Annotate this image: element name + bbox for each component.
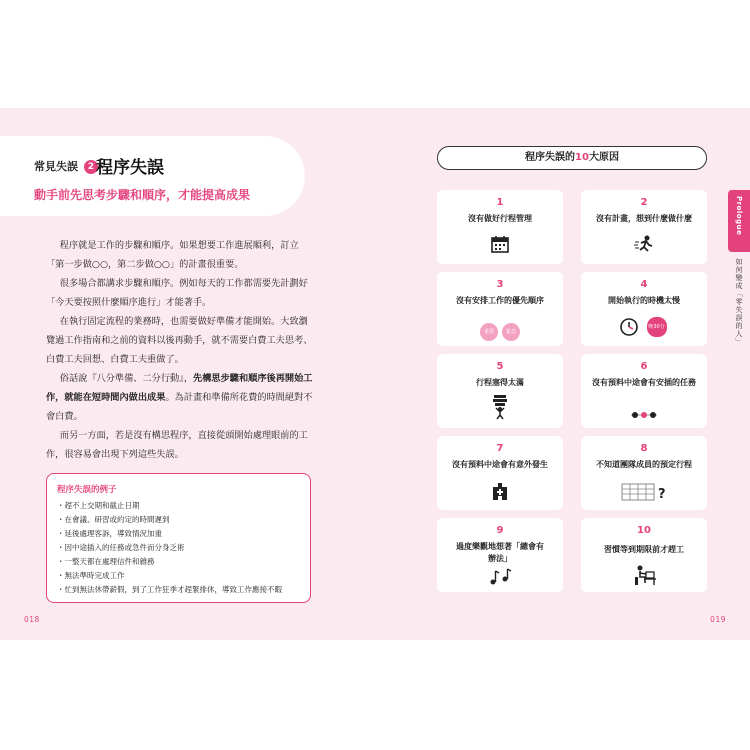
cause-number: 4: [640, 279, 648, 290]
example-title: 程序失誤的例子: [57, 485, 117, 495]
section-header: [0, 136, 305, 216]
cause-card-8: [581, 436, 707, 510]
right-page: [375, 108, 750, 640]
page-number-left: 018: [24, 615, 40, 624]
cause-text: 不知道團隊成員的預定行程: [596, 460, 692, 469]
unknown-schedule-icon: [581, 482, 707, 506]
cause-number: 6: [640, 361, 648, 372]
paragraph-2: 很多場合都講求步驟和順序。例如每天的工作都需要先計劃好「今天要按照什麼順序進行」才能著手。: [46, 278, 308, 308]
cause-card-4: [581, 272, 707, 346]
section-number-badge: 2: [84, 160, 98, 174]
working-at-desk-icon: [581, 564, 707, 590]
cause-card-1: [437, 190, 563, 264]
cause-text: 沒有計畫，想到什麼做什麼: [596, 214, 692, 223]
cause-card-3: [437, 272, 563, 346]
example-box: [46, 473, 311, 603]
section-tag: [34, 158, 98, 174]
cause-text: 沒有預料中途會有意外發生: [452, 460, 548, 469]
list-item: ・ 延後處理客訴，導致情況加重: [57, 527, 300, 541]
music-note-icon: [437, 568, 563, 590]
cause-number: 1: [496, 197, 504, 208]
cause-card-7: [437, 436, 563, 510]
list-item: ・ 一整天都在處理信件和雜務: [57, 555, 300, 569]
list-item: ・ 趕不上交期和截止日期: [57, 499, 300, 513]
list-item: ・ 因中途插入的任務或急件而分身乏術: [57, 541, 300, 555]
svg-text:?: ?: [658, 487, 666, 502]
priority-pills: [437, 318, 563, 341]
cause-card-5: [437, 354, 563, 428]
pill-important: 重要: [480, 323, 498, 341]
example-list: [57, 499, 300, 597]
paragraph-1: 程序就是工作的步驟和順序。如果想要工作進展順利，訂立「第一步做○○，第二步做○○」的計畫很重要。: [46, 240, 299, 270]
side-tab-prologue: [728, 190, 750, 252]
cause-card-2: [581, 190, 707, 264]
cause-number: 8: [640, 443, 648, 454]
calendar-icon: [437, 234, 563, 258]
cause-number: 3: [496, 279, 504, 290]
page-number-right: 019: [710, 615, 726, 624]
paragraph-4-bold: 先構思步驟和順序後再開始工作，就能在短時間內做出成果: [46, 373, 313, 403]
overloaded-person-icon: [437, 394, 563, 424]
pill-urgent: 緊急: [502, 323, 520, 341]
cause-card-10: [581, 518, 707, 592]
page-title: 程序失誤: [96, 158, 164, 178]
running-person-icon: [581, 234, 707, 258]
side-caption: 如何變成「零失誤的人」: [735, 258, 743, 346]
cause-text: 沒有安排工作的優先順序: [456, 296, 544, 305]
cause-text: 沒有預料中途會有安插的任務: [592, 378, 696, 387]
list-item: ・ 無法準時完成工作: [57, 569, 300, 583]
side-tab-label: Prologue: [735, 196, 743, 236]
cause-text: 習慣等到期限前才趕工: [604, 545, 684, 554]
cause-number: 7: [496, 443, 504, 454]
left-page: [0, 108, 375, 640]
cause-text: 過度樂觀地想著「總會有辦法」: [456, 542, 544, 563]
inserted-task-icon: [581, 406, 707, 425]
cause-card-6: [581, 354, 707, 428]
cause-text: 行程塞得太滿: [476, 378, 524, 387]
causes-title: [437, 146, 707, 170]
section-label: 常見失誤: [34, 160, 78, 173]
hospital-icon: [437, 482, 563, 506]
paragraph-4-pre: 俗話說『八分準備、二分行動』，: [59, 373, 194, 384]
paragraph-3: 在執行固定流程的業務時，也需要做好準備才能開始。大致瀏覽過工作指南和之前的資料以後再動手，就不需要白費工夫思考、白費工夫回想、白費工夫重做了。: [46, 316, 313, 365]
cause-text: 沒有做好行程管理: [468, 214, 532, 223]
list-item: ・ 忙到無法休帶薪假，到了工作狂季才趕緊排休，導致工作應接不暇: [57, 583, 300, 597]
list-item: ・ 在會議、研習或約定的時間遲到: [57, 513, 300, 527]
cause-number: 2: [640, 197, 648, 208]
cause-text: 開始執行的時機太慢: [608, 296, 680, 305]
cause-card-9: [437, 518, 563, 592]
cause-number: 9: [496, 525, 504, 536]
cause-number: 10: [637, 525, 651, 536]
paragraph-4: [46, 369, 316, 426]
causes-title-number: 10: [575, 152, 589, 163]
page-subtitle: 動手前先思考步驟和順序，才能提高成果: [34, 188, 251, 202]
cause-number: 5: [496, 361, 504, 372]
paragraph-5: 而另一方面，若是沒有構思程序，直接從頭開始處理眼前的工作，很容易會出現下列這些失誤。: [46, 430, 308, 460]
late-badge: 晚30分: [647, 317, 667, 337]
paragraph-4-post: 。為計畫和準備所花費的時間絕對不會白費。: [46, 392, 313, 422]
causes-title-pre: 程序失誤的: [525, 152, 576, 163]
clock-icon: [581, 316, 707, 337]
body-text: [46, 236, 316, 464]
causes-title-post: 大原因: [588, 152, 619, 163]
book-spread: [0, 108, 750, 640]
